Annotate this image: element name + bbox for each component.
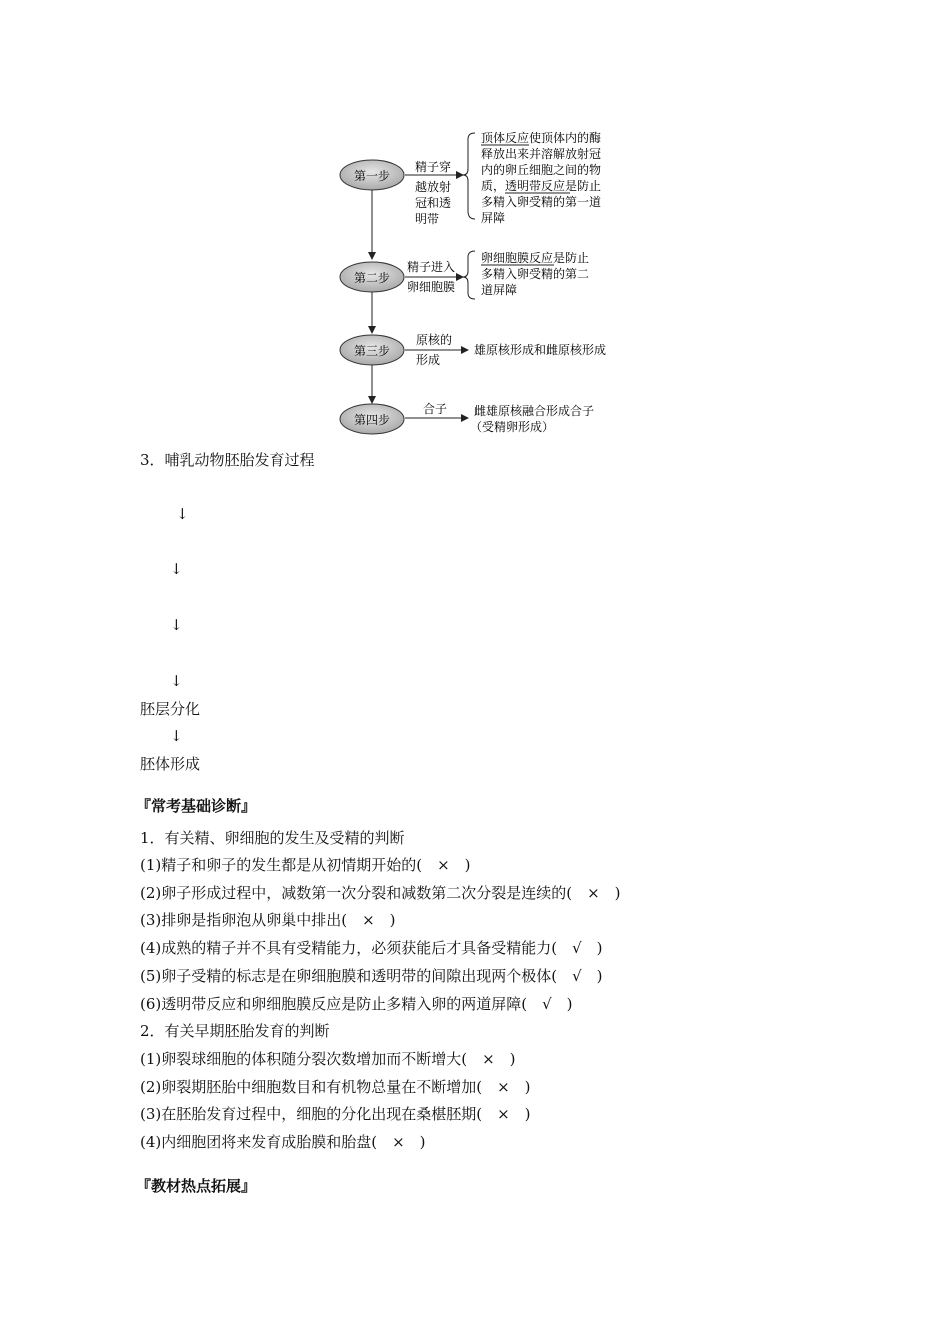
step-1-label: 第一步	[353, 169, 391, 183]
step-3-label: 第三步	[353, 344, 391, 358]
q1-item-1: (1)精子和卵子的发生都是从初情期开始的( × )	[140, 856, 471, 874]
stage-arrow-4: ↓	[170, 672, 183, 690]
step-2-note-1: 卵细胞膜反应是防止	[481, 251, 590, 265]
q1-title: 1．有关精、卵细胞的发生及受精的判断	[140, 829, 405, 847]
q1-item-3: (3)排卵是指卵泡从卵巢中排出( × )	[140, 911, 396, 929]
stage-arrow-1: ↓	[176, 505, 189, 523]
stage-arrow-5: ↓	[170, 727, 183, 745]
q2-item-2: (2)卵裂期胚胎中细胞数目和有机物总量在不断增加( × )	[140, 1078, 531, 1096]
extension-header: 『教材热点拓展』	[136, 1177, 257, 1195]
stage-arrow-3: ↓	[170, 616, 183, 634]
step-1-brace	[463, 133, 475, 219]
q2-item-3: (3)在胚胎发育过程中，细胞的分化出现在桑椹胚期( × )	[140, 1105, 531, 1123]
step-1-note-1: 顶体反应使顶体内的酶	[481, 131, 602, 145]
q1-item-4: (4)成熟的精子并不具有受精能力，必须获能后才具备受精能力( √ )	[140, 939, 603, 957]
stage-body: 胚体形成	[140, 755, 201, 773]
step-2-node	[340, 262, 404, 292]
step-1-arrow-label-4: 明带	[415, 212, 440, 226]
step-4-note-1: 雌雄原核融合形成合子	[474, 404, 595, 418]
step-1-note-3: 内的卵丘细胞之间的物	[481, 163, 602, 177]
step-4-node	[340, 404, 404, 434]
q1-item-6: (6)透明带反应和卵细胞膜反应是防止多精入卵的两道屏障( √ )	[140, 995, 573, 1013]
step-1-arrow-label-2: 越放射	[415, 180, 452, 194]
step-1-note-2: 释放出来并溶解放射冠	[481, 147, 602, 161]
step-1-arrow-label-1: 精子穿	[415, 160, 452, 174]
q2-item-4: (4)内细胞团将来发育成胎膜和胎盘( × )	[140, 1133, 426, 1151]
step-1-note-5: 多精入卵受精的第一道	[481, 195, 602, 209]
section-3-title: 3．哺乳动物胚胎发育过程	[140, 451, 315, 469]
step-4-label: 第四步	[353, 413, 391, 427]
step-2-note-3: 道屏障	[481, 283, 518, 297]
step-2-arrow-label-2: 卵细胞膜	[407, 280, 456, 294]
step-4-arrow-label-1: 合子	[423, 402, 448, 416]
q2-title: 2．有关早期胚胎发育的判断	[140, 1022, 330, 1040]
step-1-note-6: 屏障	[481, 211, 506, 225]
step-3-arrow-label-2: 形成	[416, 353, 441, 367]
step-2-label: 第二步	[353, 271, 391, 285]
stage-germ-layers: 胚层分化	[140, 700, 201, 718]
step-2-arrow-label-1: 精子进入	[407, 260, 456, 274]
step-2-note-2: 多精入卵受精的第二	[481, 267, 590, 281]
step-3-node	[340, 335, 404, 365]
step-1-node	[340, 160, 404, 190]
step-4-note-2: （受精卵形成）	[470, 420, 555, 434]
step-3-arrow-label-1: 原核的	[416, 333, 453, 347]
step-1-note-4: 质，透明带反应是防止	[481, 179, 602, 193]
step-1-arrow-label-3: 冠和透	[415, 196, 452, 210]
step-2-brace	[463, 251, 475, 299]
step-3-note-1: 雄原核形成和雌原核形成	[474, 343, 607, 357]
q2-item-1: (1)卵裂球细胞的体积随分裂次数增加而不断增大( × )	[140, 1050, 516, 1068]
basic-header: 『常考基础诊断』	[136, 797, 257, 815]
q1-item-5: (5)卵子受精的标志是在卵细胞膜和透明带的间隙出现两个极体( √ )	[140, 967, 603, 985]
stage-arrow-2: ↓	[170, 560, 183, 578]
fertilization-diagram	[330, 125, 630, 440]
q1-item-2: (2)卵子形成过程中，减数第一次分裂和减数第二次分裂是连续的( × )	[140, 884, 621, 902]
